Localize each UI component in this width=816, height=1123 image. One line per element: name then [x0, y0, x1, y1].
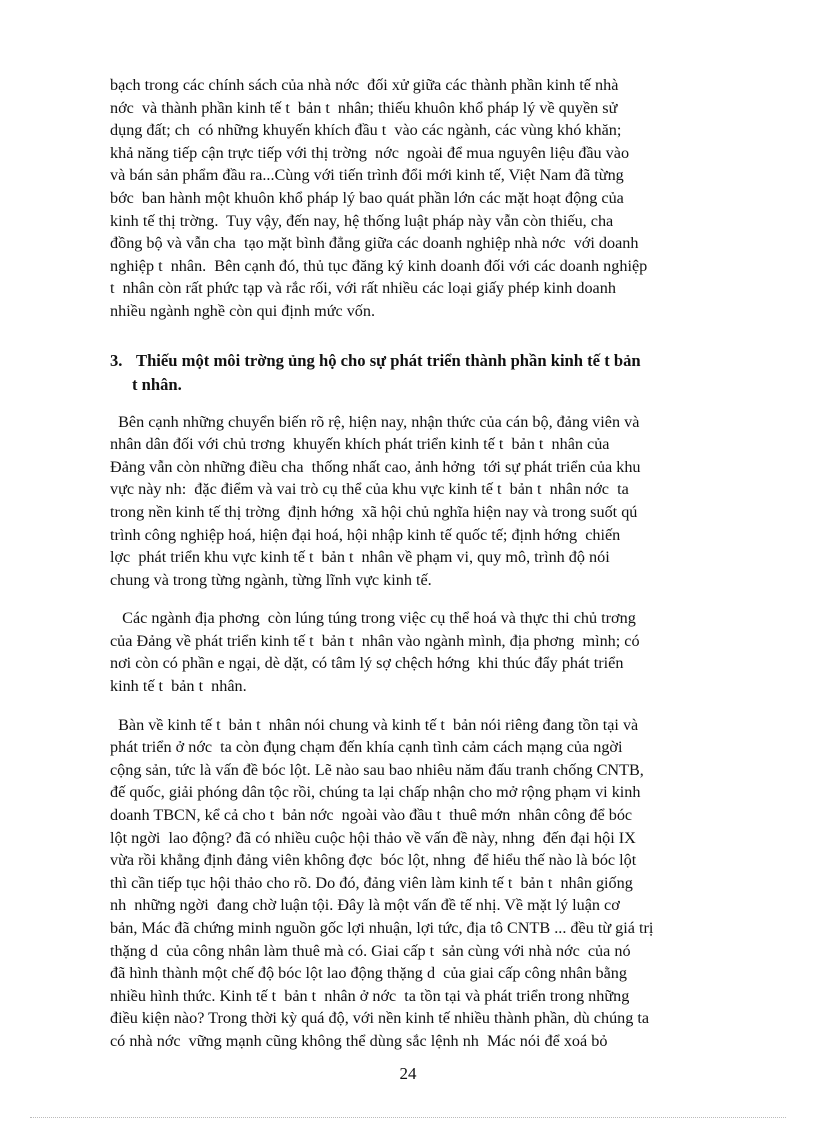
text-line: vừa rồi khẳng định đảng viên không đợc bóc lột, nhng để hiểu thế nào là bóc lột [110, 851, 637, 870]
text-line: nh những ngời đang chờ luận tội. Đây là một vấn đề tế nhị. Về mặt lý luận cơ [110, 896, 620, 915]
section-heading [110, 349, 750, 397]
heading-number: 3. [110, 350, 123, 370]
text-line: kinh tế t bản t nhân. [110, 677, 247, 696]
text-line: kinh tế thị trờng. Tuy vậy, đến nay, hệ thống luật pháp này vẫn còn thiếu, cha [110, 211, 614, 230]
text-line: lợc phát triển khu vực kinh tế t bản t nhân về phạm vi, quy mô, trình độ nói [110, 548, 610, 567]
text-line: đồng bộ và vẫn cha tạo mặt bình đẳng giữa các doanh nghiệp nhà nớc với doanh [110, 234, 639, 253]
text-line: vực này nh: đặc điểm và vai trò cụ thể của khu vực kinh tế t bản t nhân nớc ta [110, 480, 629, 499]
text-line: nhiều ngành nghề còn qui định mức vốn. [110, 301, 376, 320]
page-number: 24 [399, 1064, 417, 1083]
text-line: nớc và thành phần kinh tế t bản t nhân; thiếu khuôn khổ pháp lý về quyền sử [110, 98, 618, 117]
text-line: doanh TBCN, kể cả cho t bản nớc ngoài vào đầu t thuê mớn nhân công để bóc [110, 806, 633, 825]
text-line: nơi còn có phần e ngại, dè dặt, có tâm lý sợ chệch hớng khi thúc đẩy phát triển [110, 654, 624, 673]
paragraph-4 [110, 714, 750, 1053]
text-line: bớc ban hành một khuôn khổ pháp lý bao quát phần lớn các mặt hoạt động của [110, 188, 624, 207]
text-line: nhiều hình thức. Kinh tế t bản t nhân ở nớc ta tồn tại và phát triển trong những [110, 986, 630, 1005]
text-line: đế quốc, giải phóng dân tộc rồi, chúng ta lại chấp nhận cho mở rộng phạm vi kinh [110, 783, 641, 802]
text-line: thặng d của công nhân làm thuê mà có. Giai cấp t sản cùng với nhà nớc của nó [110, 941, 631, 960]
text-line: của Đảng về phát triển kinh tế t bản t nhân vào ngành mình, địa phơng mình; có [110, 631, 640, 650]
text-line: chung và trong từng ngành, từng lĩnh vực kinh tế. [110, 570, 432, 589]
text-line: khả năng tiếp cận trực tiếp với thị trờng nớc ngoài để mua nguyên liệu đầu vào [110, 143, 630, 162]
text-line: cộng sản, tức là vấn đề bóc lột. Lẽ nào sau bao nhiêu năm đấu tranh chống CNTB, [110, 760, 644, 779]
footer-divider [30, 1117, 786, 1118]
text-line: Bàn về kinh tế t bản t nhân nói chung và kinh tế t bản nói riêng đang tồn tại và [110, 715, 639, 734]
text-line: dụng đất; ch có những khuyến khích đầu t vào các ngành, các vùng khó khăn; [110, 121, 622, 140]
text-line: Các ngành địa phơng còn lúng túng trong việc cụ thể hoá và thực thi chủ trơng [110, 609, 636, 628]
text-line: đã hình thành một chế độ bóc lột lao động thặng d của giai cấp công nhân bằng [110, 964, 627, 983]
text-line: t nhân còn rất phức tạp và rắc rối, với rất nhiều các loại giấy phép kinh doanh [110, 279, 616, 298]
text-line: trình công nghiệp hoá, hiện đại hoá, hội nhập kinh tế quốc tế; định hớng chiến [110, 525, 621, 544]
text-line: phát triển ở nớc ta còn đụng chạm đến khía cạnh tình cảm cách mạng của ngời [110, 738, 623, 757]
heading-text-line-2: t nhân. [132, 374, 182, 394]
text-line: nghiệp t nhân. Bên cạnh đó, thủ tục đăng ký kinh doanh đối với các doanh nghiệp [110, 256, 648, 275]
text-line: bạch trong các chính sách của nhà nớc đối xử giữa các thành phần kinh tế nhà [110, 76, 619, 94]
heading-text-line-1: Thiếu một môi trờng ủng hộ cho sự phát triển thành phần kinh tế t bản [136, 350, 641, 370]
text-line: Bên cạnh những chuyển biến rõ rệ, hiện nay, nhận thức của cán bộ, đảng viên và [110, 412, 640, 431]
text-line: thì cần tiếp tục hội thảo cho rõ. Do đó, đảng viên làm kinh tế t bản t nhân giống [110, 873, 633, 892]
text-line: điều kiện nào? Trong thời kỳ quá độ, với nền kinh tế nhiều thành phần, dù chúng ta [110, 1009, 650, 1028]
text-line: nhân dân đối với chủ trơng khuyến khích phát triển kinh tế t bản t nhân của [110, 435, 610, 454]
paragraph-1 [110, 74, 750, 323]
text-line: trong nền kinh tế thị trờng định hớng xã hội chủ nghĩa hiện nay và trong suốt qú [110, 502, 638, 521]
paragraph-2 [110, 411, 750, 592]
text-line: có nhà nớc vững mạnh cũng không thể dùng sắc lệnh nh Mác nói để xoá bỏ [110, 1031, 608, 1050]
text-line: và bán sản phẩm đầu ra...Cùng với tiến trình đổi mới kinh tế, Việt Nam đã từng [110, 166, 624, 185]
document-body [110, 74, 750, 1053]
text-line: lột ngời lao động? đã có nhiều cuộc hội thảo về vấn đề này, nhng đến đại hội IX [110, 828, 636, 847]
text-line: Đảng vẫn còn những điều cha thống nhất cao, ảnh hởng tới sự phát triển của khu [110, 457, 641, 476]
paragraph-3 [110, 607, 750, 697]
text-line: bản, Mác đã chứng minh nguồn gốc lợi nhuận, lợi tức, địa tô CNTB ... đều từ giá trị [110, 919, 654, 937]
